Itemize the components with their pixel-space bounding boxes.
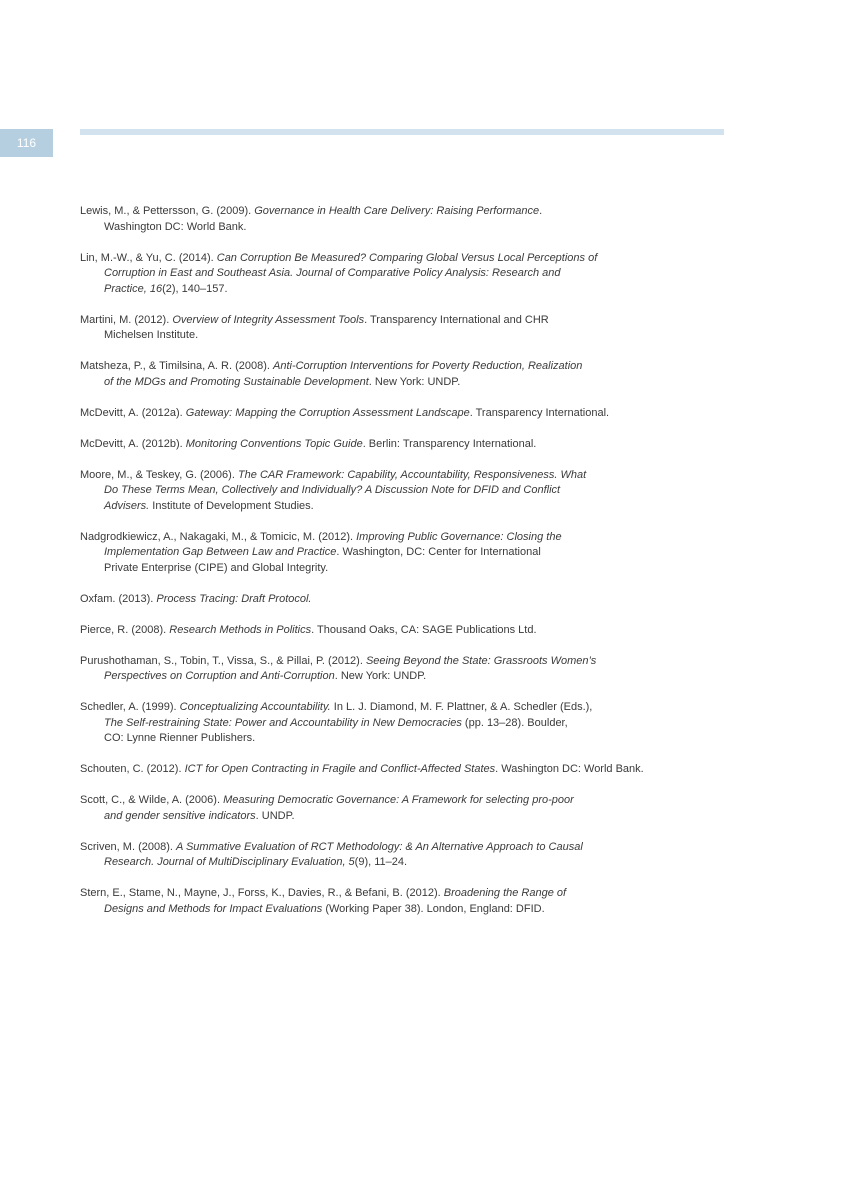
reference-text: . Transparency International and CHR Michelsen Institute. [104,313,549,341]
reference-text: . New York: UNDP. [334,670,427,682]
reference-text: (pp. 13–28). Boulder, CO: Lynne Rienner Publishers. [104,716,568,744]
reference-entry [80,793,680,824]
reference-title: Improving Public Governance: Closing the Implementation Gap Between Law and Practice [104,530,562,558]
reference-text: In L. J. Diamond, M. F. Plattner, & A. Schedler (Eds.), [333,701,593,713]
reference-entry [80,592,680,608]
reference-text: (2), 140–157. [162,282,228,295]
reference-text: (9), 11–24. [354,856,408,868]
reference-title: The CAR Framework: Capability, Accountability, Responsiveness. What Do These Terms Mean, Collectively and Individually? A Discussion Note for DFID and Conflict Advisers. [104,468,587,512]
reference-text: McDevitt, A. (2012a). [80,406,186,419]
reference-entry [80,468,680,515]
reference-text: McDevitt, A. (2012b). [80,437,186,450]
reference-entry [80,700,680,747]
reference-text: Lewis, M., & Pettersson, G. (2009). [80,205,255,217]
reference-text: Martini, M. (2012). [80,313,173,326]
reference-entry [80,886,680,917]
reference-text: Schouten, C. (2012). [80,763,185,775]
reference-title: Research Methods in Politics [169,623,312,636]
reference-title: Gateway: Mapping the Corruption Assessment Landscape [185,406,470,419]
reference-entry [80,251,680,298]
reference-title: Governance in Health Care Delivery: Raising Performance [254,205,540,217]
reference-text: Moore, M., & Teskey, G. (2006). [80,468,238,481]
reference-title: Overview of Integrity Assessment Tools [172,313,365,326]
reference-title: Broadening the Range of Designs and Methods for Impact Evaluations [104,887,567,915]
reference-title: The Self-restraining State: Power and Accountability in New Democracies [104,716,462,729]
reference-text: . Transparency International. [469,406,610,419]
reference-text: (Working Paper 38). London, England: DFID. [322,902,545,915]
reference-title: ICT for Open Contracting in Fragile and Conflict-Affected States [184,763,496,775]
reference-entry [80,840,680,871]
reference-entry [80,359,680,390]
reference-text: Lin, M.-W., & Yu, C. (2014). [80,251,217,264]
header-rule [80,129,724,135]
reference-title: Measuring Democratic Governance: A Framework for selecting pro-poor and gender sensitive indicators [104,794,574,822]
reference-entry [80,406,680,422]
reference-text: Nadgrodkiewicz, A., Nakagaki, M., & Tomicic, M. (2012). [80,530,357,543]
reference-text: . New York: UNDP. [368,375,461,388]
reference-entry [80,313,680,344]
reference-text: . Berlin: Transparency International. [362,437,537,450]
reference-entry [80,530,680,577]
reference-text: Stern, E., Stame, N., Mayne, J., Forss, K., Davies, R., & Befani, B. (2012). [80,887,444,899]
reference-title: Conceptualizing Accountability. [179,701,331,713]
reference-entry [80,204,680,235]
reference-title: Process Tracing: Draft Protocol. [156,592,312,605]
reference-title: Monitoring Conventions Topic Guide [185,437,363,450]
reference-title: Seeing Beyond the State: Grassroots Women’s Perspectives on Corruption and Anti-Corruption [104,654,597,682]
reference-title: Can Corruption Be Measured? Comparing Global Versus Local Perceptions of Corruption in East and Southeast Asia. Journal of Comparative Policy Analysis: Research and Practice, 16 [104,251,598,295]
reference-text: . Washington, DC: Center for International Private Enterprise (CIPE) and Global Integrity. [104,546,541,574]
reference-entry [80,623,680,639]
reference-title: A Summative Evaluation of RCT Methodology: & An Alternative Approach to Causal Research. Journal of MultiDisciplinary Evaluation, 5 [104,840,583,868]
reference-text: Pierce, R. (2008). [80,623,170,636]
reference-text: Matsheza, P., & Timilsina, A. R. (2008). [80,360,273,372]
reference-text: Scriven, M. (2008). [80,840,176,853]
reference-text: Purushothaman, S., Tobin, T., Vissa, S., & Pillai, P. (2012). [80,654,366,667]
reference-entry [80,437,680,453]
reference-entry [80,762,680,778]
reference-entry [80,654,680,685]
reference-list [80,204,680,933]
page-number: 116 [0,129,53,157]
reference-text: Schedler, A. (1999). [80,701,180,713]
reference-text: . Washington DC: World Bank. [495,763,644,775]
reference-text: Oxfam. (2013). [80,592,157,605]
reference-title: Anti-Corruption Interventions for Poverty Reduction, Realization of the MDGs and Promoting Sustainable Development [104,360,583,388]
reference-text: Scott, C., & Wilde, A. (2006). [80,794,224,806]
reference-text: . UNDP. [255,809,295,822]
reference-text: . Washington DC: World Bank. [104,205,543,233]
reference-text: Institute of Development Studies. [149,499,314,512]
reference-text: . Thousand Oaks, CA: SAGE Publications Ltd. [311,623,537,636]
